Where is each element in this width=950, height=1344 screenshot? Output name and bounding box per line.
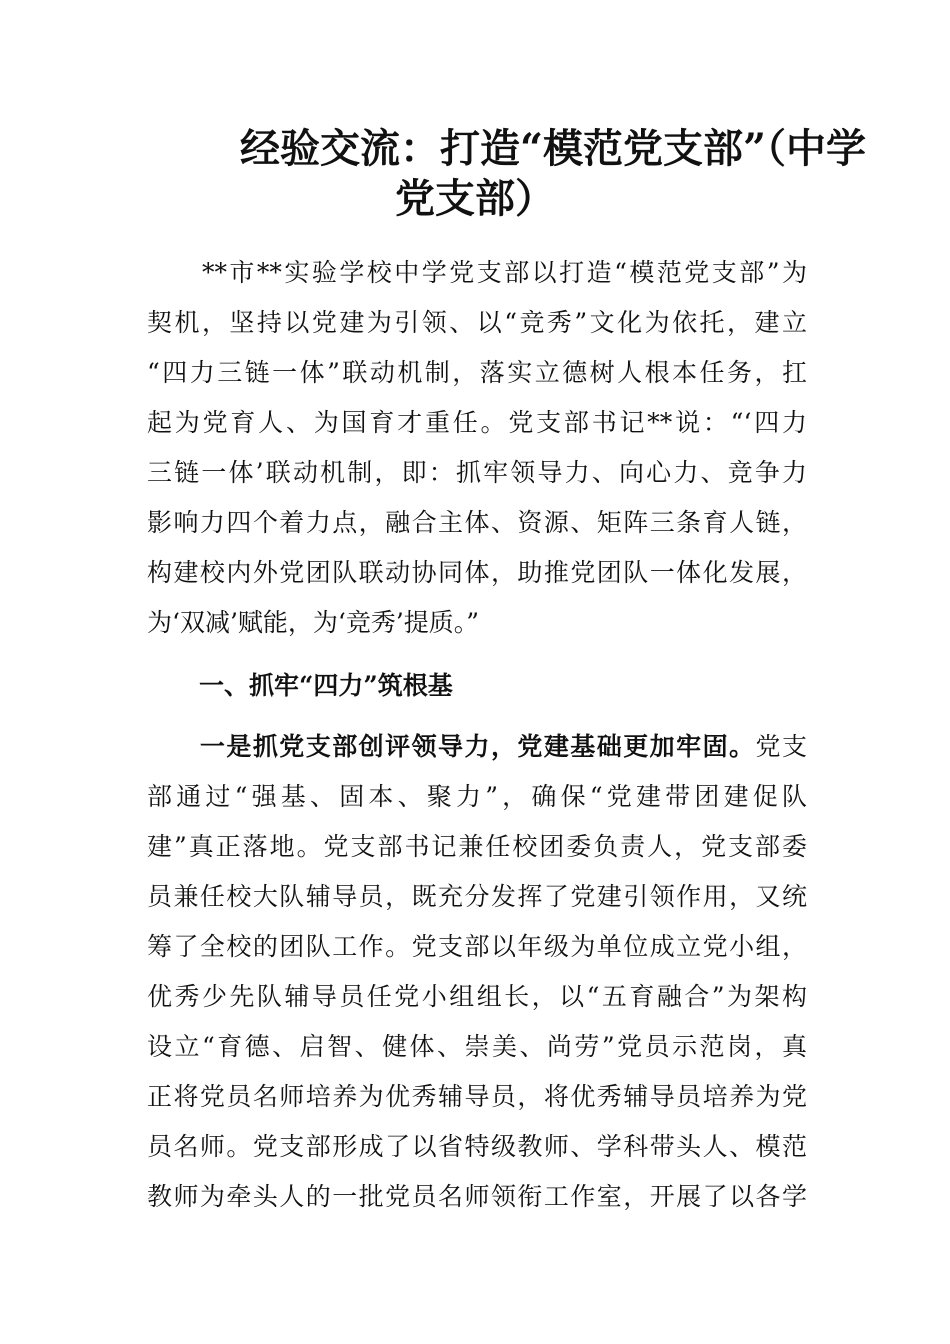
paragraph-line: 正将党员名师培养为优秀辅导员，将优秀辅导员培养为党 — [147, 1082, 807, 1111]
paragraph-lead-rest: 党支 — [755, 732, 807, 761]
paragraph-line: 部通过“强基、固本、聚力”，确保“党建带团建促队 — [147, 782, 807, 811]
paragraph-section-1 — [147, 722, 807, 1222]
document-title — [150, 124, 867, 224]
title-line-2: 党支部） — [395, 175, 555, 222]
paragraph-intro — [147, 248, 807, 648]
paragraph-line: 员兼任校大队辅导员，既充分发挥了党建引领作用，又统 — [147, 882, 807, 911]
paragraph-lead-bold: 一是抓党支部创评领导力，党建基础更加牢固。 — [199, 732, 756, 761]
paragraph-line: 起为党育人、为国育才重任。党支部书记**说：“‘四力 — [147, 408, 807, 437]
paragraph-line: 三链一体’联动机制，即：抓牢领导力、向心力、竞争力 — [147, 458, 807, 487]
paragraph-line: 为‘双减’赋能，为‘竞秀’提质。” — [147, 608, 480, 637]
paragraph-line: 建”真正落地。党支部书记兼任校团委负责人，党支部委 — [147, 832, 807, 861]
section-heading: 一、抓牢“四力”筑根基 — [199, 671, 453, 700]
title-line-1: 经验交流：打造“模范党支部”（中学 — [240, 125, 867, 172]
paragraph-line: 设立“育德、启智、健体、崇美、尚劳”党员示范岗，真 — [147, 1032, 807, 1061]
paragraph-line: 构建校内外党团队联动协同体，助推党团队一体化发展， — [147, 558, 807, 587]
paragraph-line: 影响力四个着力点，融合主体、资源、矩阵三条育人链， — [147, 508, 807, 537]
paragraph-line: 契机，坚持以党建为引领、以“竞秀”文化为依托，建立 — [147, 308, 807, 337]
paragraph-line: 教师为牵头人的一批党员名师领衔工作室，开展了以各学 — [147, 1182, 807, 1211]
paragraph-line: **市**实验学校中学党支部以打造“模范党支部”为 — [147, 258, 807, 287]
paragraph-line: 员名师。党支部形成了以省特级教师、学科带头人、模范 — [147, 1132, 807, 1161]
paragraph-line: 筹了全校的团队工作。党支部以年级为单位成立党小组， — [147, 932, 807, 961]
paragraph-line: 优秀少先队辅导员任党小组组长，以“五育融合”为架构 — [147, 982, 807, 1011]
paragraph-line: “四力三链一体”联动机制，落实立德树人根本任务，扛 — [147, 358, 807, 387]
paragraph-line-lead — [147, 722, 807, 772]
